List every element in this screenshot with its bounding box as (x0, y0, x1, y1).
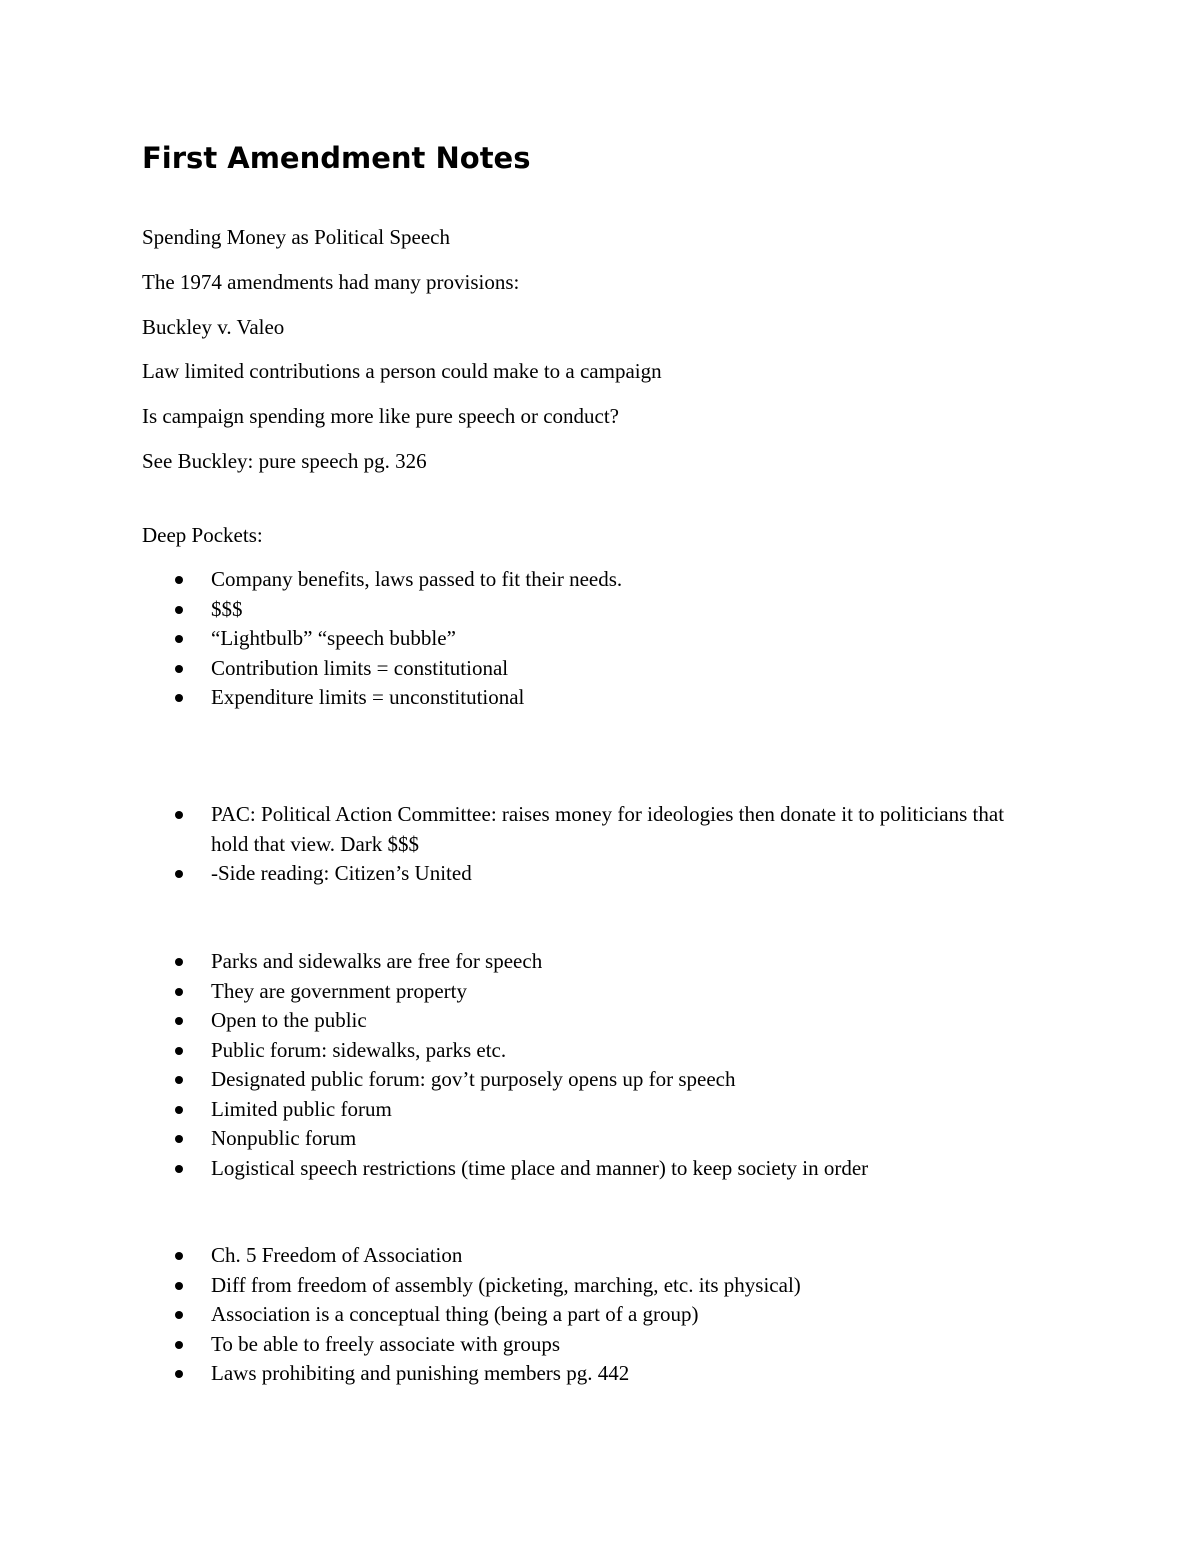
list-item-text: Laws prohibiting and punishing members pg. 442 (211, 1361, 630, 1385)
list-item (0, 1036, 1011, 1066)
paragraph-see-buckley: See Buckley: pure speech pg. 326 (142, 449, 427, 473)
list-item-text: Ch. 5 Freedom of Association (211, 1243, 463, 1267)
list-item-text: Designated public forum: gov’t purposely opens up for speech (211, 1067, 736, 1091)
list-item-text: PAC: Political Action Committee: raises money for ideologies then donate it to politicians that hold that view. Dark $$$ (211, 802, 1005, 856)
list-item-text: Open to the public (211, 1008, 367, 1032)
bullet-icon (175, 1106, 183, 1114)
bullet-icon (175, 694, 183, 702)
paragraph-spending-money: Spending Money as Political Speech (142, 225, 450, 249)
bullet-icon (175, 665, 183, 673)
list-item (0, 1330, 1011, 1360)
paragraph-deep-pockets: Deep Pockets: (142, 523, 263, 547)
list-item-text: Parks and sidewalks are free for speech (211, 949, 543, 973)
document-title: First Amendment Notes (142, 141, 531, 175)
bullet-icon (175, 606, 183, 614)
list-item (0, 654, 1011, 684)
list-item (0, 947, 1011, 977)
paragraph-1974-amendments: The 1974 amendments had many provisions: (142, 270, 520, 294)
bullet-list-pac (0, 800, 1011, 889)
list-item-text: They are government property (211, 978, 467, 1003)
list-item (0, 1241, 1011, 1271)
list-item (0, 1300, 1011, 1330)
list-item (0, 800, 1011, 859)
list-item-text: Company benefits, laws passed to fit their needs. (211, 567, 623, 591)
bullet-list-deep-pockets (0, 565, 1011, 713)
bullet-icon (175, 576, 183, 584)
list-item (0, 683, 1011, 713)
bullet-icon (175, 635, 183, 643)
bullet-icon (175, 1341, 183, 1349)
list-item (0, 1006, 1011, 1036)
list-item (0, 1154, 1011, 1184)
list-item-text: Association is a conceptual thing (being a part of a group) (211, 1302, 699, 1326)
list-item (0, 859, 1011, 889)
paragraph-buckley-v-valeo: Buckley v. Valeo (142, 315, 285, 339)
list-item-text: -Side reading: Citizen’s United (211, 861, 472, 885)
list-item-text: Logistical speech restrictions (time place and manner) to keep society in order (211, 1155, 869, 1180)
bullet-icon (175, 1282, 183, 1290)
bullet-icon (175, 1017, 183, 1025)
bullet-icon (175, 1370, 183, 1378)
bullet-icon (175, 870, 183, 878)
bullet-icon (175, 1165, 183, 1173)
list-item (0, 595, 1011, 625)
bullet-icon (175, 1252, 183, 1260)
list-item-text: “Lightbulb” “speech bubble” (211, 626, 456, 650)
list-item-text: Diff from freedom of assembly (picketing, marching, etc. its physical) (211, 1272, 801, 1297)
list-item-text: Limited public forum (211, 1096, 392, 1121)
list-item (0, 1065, 1011, 1095)
list-item-text: Expenditure limits = unconstitutional (211, 685, 525, 709)
bullet-icon (175, 1047, 183, 1055)
list-item (0, 565, 1011, 595)
list-item-text: To be able to freely associate with groups (211, 1331, 561, 1356)
list-item-text: Nonpublic forum (211, 1126, 357, 1150)
bullet-icon (175, 1076, 183, 1084)
list-item (0, 1359, 1011, 1389)
bullet-list-public-forum (0, 947, 1011, 1183)
paragraph-campaign-spending: Is campaign spending more like pure speech or conduct? (142, 404, 620, 428)
list-item (0, 1124, 1011, 1154)
list-item-text: Public forum: sidewalks, parks etc. (211, 1037, 507, 1062)
paragraph-law-limited: Law limited contributions a person could make to a campaign (142, 359, 662, 383)
list-item (0, 1271, 1011, 1301)
list-item-text: $$$ (211, 596, 243, 621)
list-item (0, 977, 1011, 1007)
bullet-icon (175, 1135, 183, 1143)
bullet-icon (175, 1311, 183, 1319)
list-item-text: Contribution limits = constitutional (211, 655, 509, 680)
list-item (0, 624, 1011, 654)
bullet-icon (175, 988, 183, 996)
bullet-list-association (0, 1241, 1011, 1389)
bullet-icon (175, 958, 183, 966)
list-item (0, 1095, 1011, 1125)
bullet-icon (175, 811, 183, 819)
